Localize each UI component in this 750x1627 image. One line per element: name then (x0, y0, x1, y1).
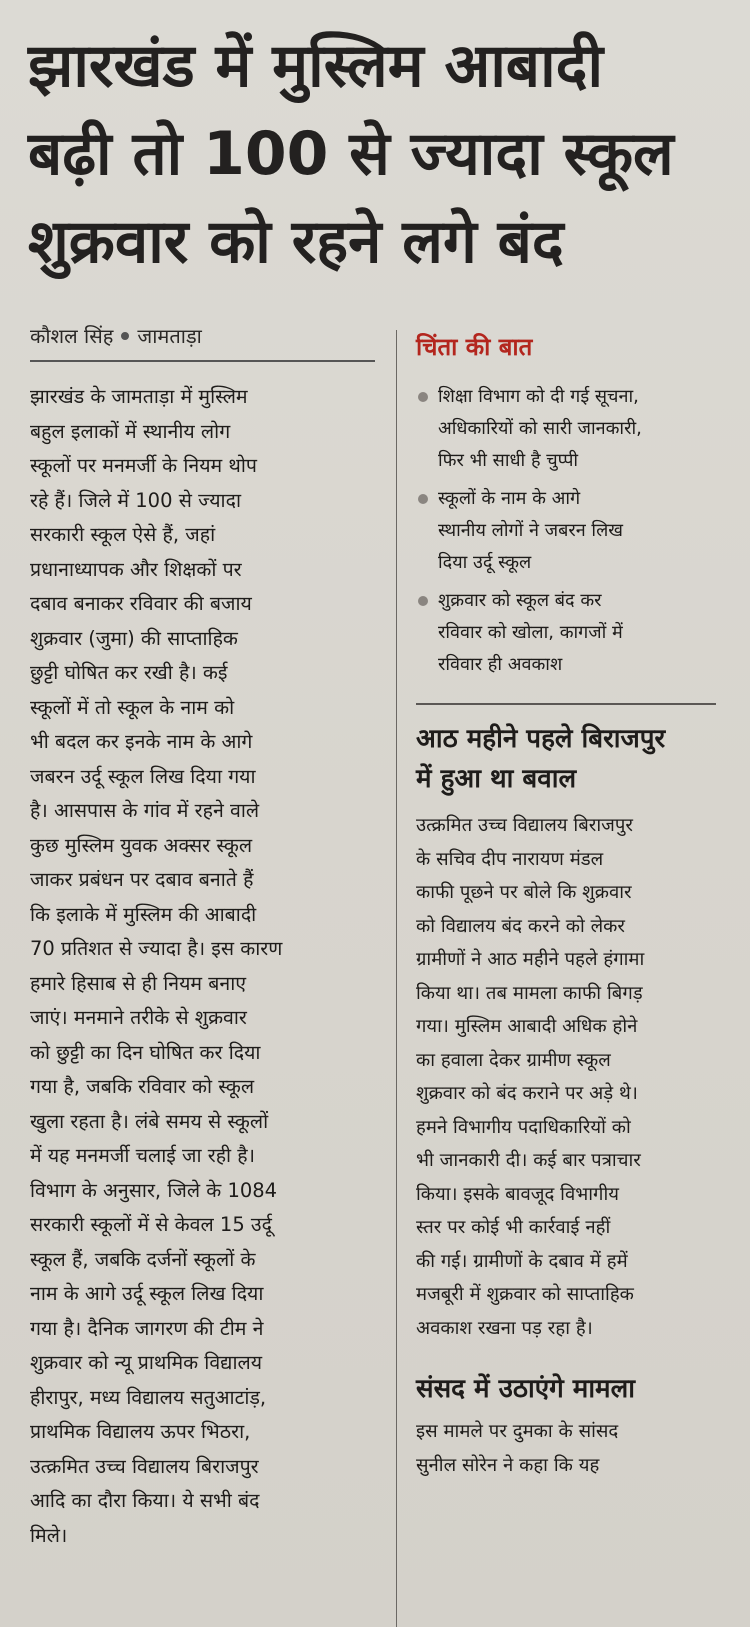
concern-bullet (416, 381, 716, 477)
article-line: जबरन उर्दू स्कूल लिख दिया गया (30, 764, 256, 788)
article-line: गया है। दैनिक जागरण की टीम ने (30, 1316, 264, 1340)
section-body-line: की गई। ग्रामीणों के दबाव में हमें (416, 1250, 628, 1272)
article-line: 70 प्रतिशत से ज्यादा है। इस कारण (30, 937, 283, 960)
byline (30, 322, 202, 349)
bullet-line: स्कूलों के नाम के आगे (438, 488, 581, 509)
article-line: रहे हैं। जिले में 100 से ज्यादा (30, 488, 241, 512)
section-body-line: उत्क्रमित उच्च विद्यालय बिराजपुर (416, 815, 633, 836)
article-line: नाम के आगे उर्दू स्कूल लिख दिया (30, 1282, 264, 1305)
bullet-line: दिया उर्दू स्कूल (438, 552, 532, 573)
section-body-line: हमने विभागीय पदाधिकारियों को (416, 1116, 631, 1138)
section-body-line: शुक्रवार को बंद कराने पर अड़े थे। (416, 1083, 638, 1104)
article-line: को छुट्टी का दिन घोषित कर दिया (30, 1040, 261, 1064)
concern-bullet (416, 585, 716, 681)
article-line: सरकारी स्कूलों में से केवल 15 उर्दू (30, 1213, 272, 1236)
byline-author: कौशल सिंह (30, 324, 114, 348)
bullet-dot-icon (418, 494, 428, 504)
article-line: स्कूल हैं, जबकि दर्जनों स्कूलों के (30, 1247, 256, 1271)
section-body-line: गया। मुस्लिम आबादी अधिक होने (416, 1016, 638, 1037)
byline-rule (30, 360, 375, 362)
headline-line-3: शुक्रवार को रहने लगे बंद (28, 207, 564, 277)
article-line: शुक्रवार (जुमा) की साप्ताहिक (30, 626, 238, 650)
section-body-parliament (416, 1415, 716, 1482)
section-body-line: स्तर पर कोई भी कार्रवाई नहीं (416, 1217, 611, 1238)
bullet-dot-icon (121, 332, 129, 340)
article-line: में यह मनमर्जी चलाई जा रही है। (30, 1144, 256, 1167)
headline-line-1: झारखंड में मुस्लिम आबादी (28, 31, 604, 101)
bullet-line: अधिकारियों को सारी जानकारी, (438, 418, 642, 439)
bullet-dot-icon (418, 392, 428, 402)
section-rule (416, 703, 716, 705)
section-body-line: को विद्यालय बंद करने को लेकर (416, 915, 625, 937)
bullet-line: स्थानीय लोगों ने जबरन लिख (438, 520, 624, 541)
section-body-line: के सचिव दीप नारायण मंडल (416, 848, 604, 870)
article-line: स्कूलों पर मनमर्जी के नियम थोप (30, 454, 257, 477)
article-line: झारखंड के जामताड़ा में मुस्लिम (30, 385, 248, 408)
article-line: छुट्टी घोषित कर रखी है। कई (30, 661, 228, 684)
concern-bullet (416, 483, 716, 579)
section-body-line: का हवाला देकर ग्रामीण स्कूल (416, 1049, 611, 1071)
headline (28, 22, 728, 286)
concern-box-title: चिंता की बात (416, 333, 533, 361)
article-line: गया है, जबकि रविवार को स्कूल (30, 1075, 255, 1098)
bullet-dot-icon (418, 596, 428, 606)
article-line: प्राथमिक विद्यालय ऊपर भिठरा, (30, 1420, 251, 1443)
article-line: आदि का दौरा किया। ये सभी बंद (30, 1489, 260, 1512)
column-divider (396, 330, 397, 1627)
section-heading-line: में हुआ था बवाल (416, 764, 577, 794)
bullet-line: रविवार को खोला, कागजों में (438, 622, 623, 643)
article-line: उत्क्रमित उच्च विद्यालय बिराजपुर (30, 1454, 259, 1478)
byline-place: जामताड़ा (137, 324, 202, 348)
article-line: हमारे हिसाब से ही नियम बनाए (30, 971, 247, 995)
headline-line-2: बढ़ी तो 100 से ज्यादा स्कूल (28, 119, 674, 189)
article-line: दबाव बनाकर रविवार की बजाय (30, 592, 252, 615)
section-body-birajpur (416, 809, 716, 1345)
article-line: सरकारी स्कूल ऐसे हैं, जहां (30, 523, 216, 546)
section-body-line: अवकाश रखना पड़ रहा है। (416, 1317, 593, 1339)
article-line: विभाग के अनुसार, जिले के 1084 (30, 1178, 278, 1202)
bullet-line: शुक्रवार को स्कूल बंद कर (438, 590, 602, 611)
article-line: बहुल इलाकों में स्थानीय लोग (30, 419, 231, 443)
section-body-line: मजबूरी में शुक्रवार को साप्ताहिक (416, 1284, 634, 1305)
section-body-line: भी जानकारी दी। कई बार पत्राचार (416, 1150, 641, 1171)
article-line: मिले। (30, 1523, 68, 1547)
article-line: प्रधानाध्यापक और शिक्षकों पर (30, 557, 242, 581)
article-line: कि इलाके में मुस्लिम की आबादी (30, 902, 257, 926)
article-line: जाएं। मनमाने तरीके से शुक्रवार (30, 1006, 247, 1029)
article-body (30, 380, 375, 1553)
section-body-line: किया था। तब मामला काफी बिगड़ (416, 982, 643, 1004)
article-line: है। आसपास के गांव में रहने वाले (30, 799, 260, 822)
section-body-line: इस मामले पर दुमका के सांसद (416, 1421, 619, 1442)
article-line: जाकर प्रबंधन पर दबाव बनाते हैं (30, 868, 254, 891)
article-line: स्कूलों में तो स्कूल के नाम को (30, 695, 235, 719)
article-line: हीरापुर, मध्य विद्यालय सतुआटांड़, (30, 1385, 267, 1409)
article-line: कुछ मुस्लिम युवक अक्सर स्कूल (30, 833, 253, 857)
section-heading-birajpur (416, 719, 716, 799)
concern-bullets (416, 381, 716, 681)
sidebar-column (416, 330, 716, 1482)
article-line: खुला रहता है। लंबे समय से स्कूलों (30, 1109, 269, 1133)
section-heading-line: आठ महीने पहले बिराजपुर (416, 724, 666, 754)
bullet-line: फिर भी साधी है चुप्पी (438, 450, 579, 471)
section-body-line: सुनील सोरेन ने कहा कि यह (416, 1454, 600, 1476)
section-body-line: किया। इसके बावजूद विभागीय (416, 1183, 619, 1205)
section-heading-parliament: संसद में उठाएंगे मामला (416, 1374, 635, 1404)
bullet-line: शिक्षा विभाग को दी गई सूचना, (438, 386, 639, 407)
section-body-line: ग्रामीणों ने आठ महीने पहले हंगामा (416, 949, 645, 970)
article-line: शुक्रवार को न्यू प्राथमिक विद्यालय (30, 1351, 263, 1374)
section-body-line: काफी पूछने पर बोले कि शुक्रवार (416, 882, 632, 903)
bullet-line: रविवार ही अवकाश (438, 654, 563, 675)
article-line: भी बदल कर इनके नाम के आगे (30, 730, 253, 753)
